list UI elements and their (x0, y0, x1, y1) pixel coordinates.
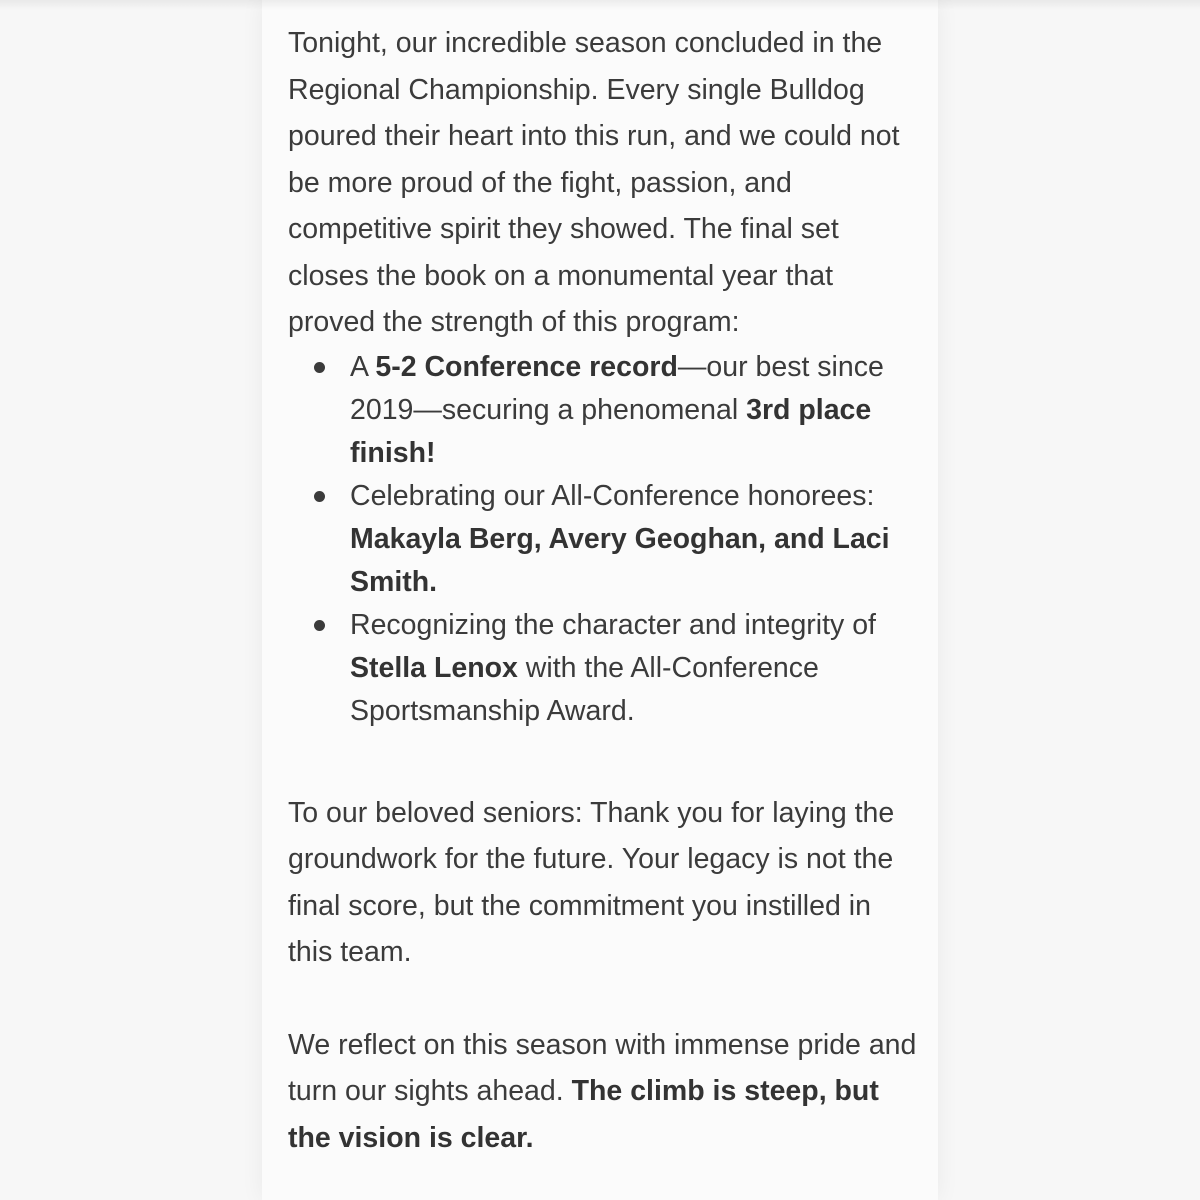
seniors-paragraph: To our beloved seniors: Thank you for laying the groundwork for the future. Your legacy is not the final score, but the commitment you instilled in this team. (288, 796, 895, 968)
bullet-icon (314, 620, 325, 631)
paragraph-gap (288, 976, 918, 1022)
highlight-3-name: Stella Lenox (350, 651, 518, 684)
post-body (288, 20, 918, 1161)
highlight-1-record: 5-2 Conference record (375, 350, 678, 383)
bullet-icon (314, 362, 325, 373)
highlight-2-pre: Celebrating our All-Conference honorees: (350, 479, 875, 512)
list-item (288, 346, 918, 475)
highlight-1-finish: 3rd place finish! (350, 393, 872, 469)
bullet-icon (314, 491, 325, 502)
closing-paragraph (288, 1022, 918, 1162)
list-item (288, 475, 918, 604)
top-shadow (0, 0, 1200, 10)
closing-text: We reflect on this season with immense pride and turn our sights ahead. (288, 1028, 917, 1107)
closing-bold: The climb is steep, but the vision is clear. (288, 1075, 879, 1154)
highlights-list (288, 346, 918, 733)
intro-paragraph: Tonight, our incredible season concluded in the Regional Championship. Every single Bulldog poured their heart into this run, and we could not be more proud of the fight, passion, and competitive spirit they showed. The final set closes the book on a monumental year that proved the strength of this program: (288, 27, 900, 338)
highlight-1-mid: —our best since 2019—securing a phenomenal (350, 350, 884, 426)
highlight-3-post: with the All-Conference Sportsmanship Award. (350, 651, 819, 727)
highlight-1-pre: A (350, 350, 376, 383)
list-item (288, 604, 918, 733)
highlight-2-honorees: Makayla Berg, Avery Geoghan, and Laci Smith. (350, 522, 890, 598)
highlight-3-pre: Recognizing the character and integrity of (350, 608, 876, 641)
